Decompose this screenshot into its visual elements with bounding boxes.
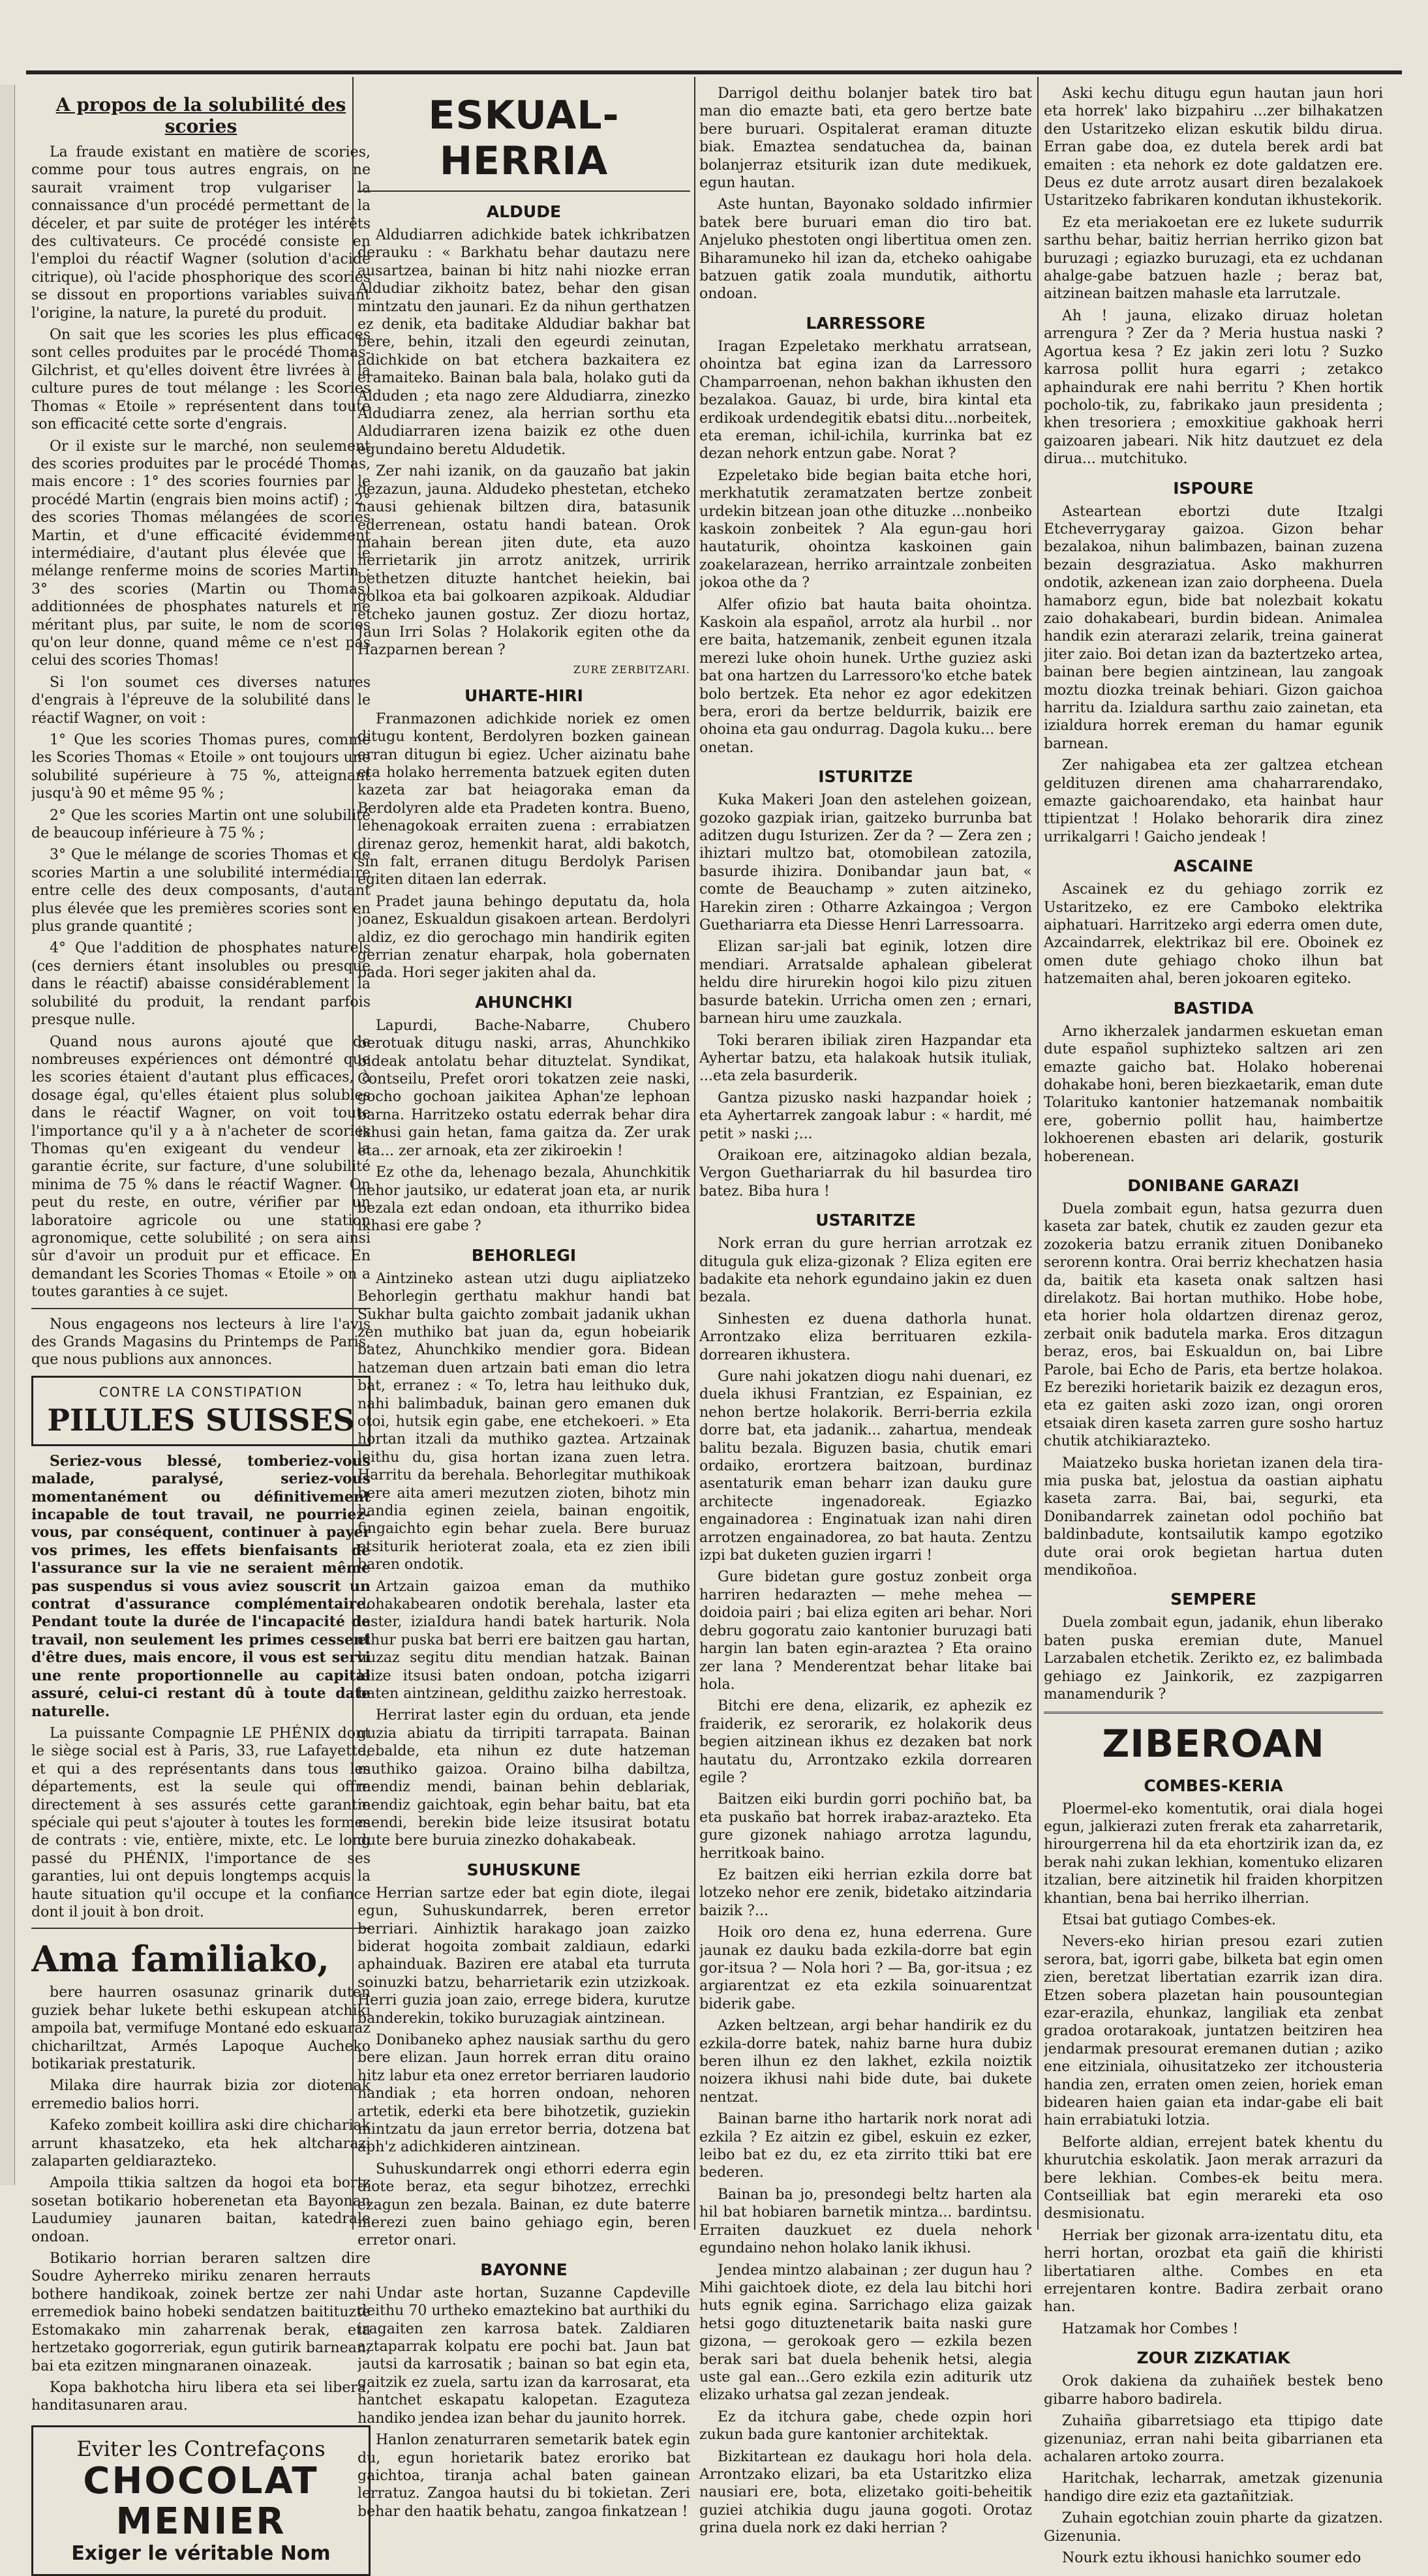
subsection-title: ISPOURE <box>1173 478 1254 498</box>
paragraph: Gure nahi jokatzen diogu nahi duenari, ez duela ikhusi Frantzian, ez Espainian, ez nehon bertze holakorik. Berri-berria ezkila dorre bat, eta jadanik... zahartua, mendeak balitu bezala. Biguzen basia, chutik emari ordaiko, erortzera baitzoan, burdinaz asentaturik eman beharr izan dauku gure architecte ingenadoreak. Egiazko engainadorea : Enginatuak izan nahi diren arrotzen engainadorea, zo bat hauta. Zentzu izpi bat duketen guzien irgarri ! <box>699 1369 1032 1564</box>
column-rule <box>694 77 695 2230</box>
paragraph: Oraikoan ere, aitzinagoko aldian bezala, Vergon Guethariarrak du hil basurdea tiro batez. Biba hura ! <box>699 1147 1032 1200</box>
paragraph: Zer nahigabea eta zer galtzea etchean geldituzen direnen ama chaharrarendako, emazte gaichoarendako, eta hainbat haur ttipientzat ! Holako behorarik dira zinez urrikalgarri ! Gaicho jendeak ! <box>1044 757 1383 845</box>
paragraph: Aldudiarren adichkide batek ichkribatzen derauku : « Barkhatu behar dautazu nere ausartzea, bainan bi hitz nahi niozke erran Aldudiar zikhoitz batez, behar den gisan mintzatu den jaunari. Ez da nihun gerthatzen ez denik, eta baditake Aldudiar bakhar bat bere, behin, itzali den egeurdi zeinutan, adichkide on bat etchera bazkaitera ez eramaiteko. Bainan bala bala, holako guti da Alduden ; eta nago zere Aldudiarra, zinezko Aldudiarra zenez, ala herrian sorthu eta Aldudiarraren izena baizik ez othe duen egundaino beretu Aldudetik. <box>357 227 690 458</box>
divider <box>31 1928 371 1929</box>
subsection-title: ZOUR ZIZKATIAK <box>1136 2348 1290 2368</box>
paragraph: Herriak ber gizonak arra-izentatu ditu, eta herri hortan, orozbat eta gaiñ die khiristi libertatiaren althe. Combes en eta errejentaren kontre. Badira zerbait orano han. <box>1044 2227 1383 2316</box>
paragraph: Nourk eztu ikhousi hanichko soumer edo <box>1062 2549 1361 2566</box>
paragraph: Aste huntan, Bayonako soldado infirmier batek bere buruari eman dio tiro bat. Anjeluko phestoten ongi libertitua omen zen. Biharamuneko hil izan da, etcheko oahigabe batzuen gatik zoala mundutik, aithortu ondoan. <box>699 196 1032 303</box>
subsection-title: BASTIDA <box>1173 998 1254 1018</box>
paragraph: Seriez-vous blessé, tomberiez-vous malade, paralysé, seriez-vous momentanément ou définitivement incapable de tout travail, ne pourriez-vous, par conséquent, continuer à payer vos primes, les effets bienfaisants de l'assurance sur la vie ne seraient même pas suspendus si vous aviez souscrit un contrat d'assurance complémentaire. Pendant toute la durée de l'incapacité de travail, non seulement les primes cessent d'être dues, mais encore, il vous est servi une rente proportionnelle au capital assuré, celui-ci restant dû à toute date naturelle. <box>31 1452 371 1720</box>
paragraph: Ampoila ttikia saltzen da hogoi eta bortz sosetan botikario hoberenetan eta Bayonan Laudumiey jaunaren baitan, katedrale ondoan. <box>31 2175 371 2245</box>
paragraph: Kuka Makeri Joan den astelehen goizean, gozoko gazpiak irian, gaitzeko burrunba bat aditzen dugu Isturizen. Zer da ? — Zera zen ; ihiztari multzo bat, otomobilean zatozila, basurde ihizira. Donibandar jaun bat, « comte de Beauchamp » zuten aitzineko, Harekin ziren : Otharre Azkaingoa ; Vergon Guethariarra eta Diesse Henri Larressoarra. <box>699 792 1032 934</box>
paragraph: Franmazonen adichkide noriek ez omen ditugu kontent, Berdolyren bozken gainean erran ditugun bi egiez. Ucher aizinatu bahe eta holako herrementa batzuek egiten duten kazeta zar bat heiagoraka eman da Berdolyren alde eta Pradeten kontra. Bueno, lehenagokoak erraiten zuena : errabiatzen direnaz geroz, hemenkit harat, aldi bakotch, sin falt, erranen ditugu Berdolyk Parisen egiten ditaen lan ederrak. <box>357 710 690 888</box>
paragraph: La puissante Compagnie LE PHÉNIX dont le siège social est à Paris, 33, rue Lafayette, et qui a des représentants dans tous les départements, est la seule qui offre directement à ses assurés cette garantie spéciale qui peut s'ajouter à toutes les formes de contrats : vie, entière, mixte, etc. Le long passé du PHÉNIX, l'importance de ses garanties, lui ont depuis longtemps acquis la haute situation qu'il occupe et la confiance dont il jouit à bon droit. <box>31 1725 371 1920</box>
paragraph: Orok dakiena da zuhaiñek bestek beno gibarre haboro badirela. <box>1044 2373 1383 2408</box>
paragraph: 4° Que l'addition de phosphates naturels (ces derniers étant insolubles ou presque dans le réactif) abaisse considérablement la solubilité du produit, la rendant parfois presque nulle. <box>31 940 371 1029</box>
paragraph: Belforte aldian, errejent batek khentu du khurutchia eskolatik. Jaon merak arrazuri da bere lekhian. Combes-ek beitu mera. Contseilliak bat egin merareki eta oso desmisionatu. <box>1044 2134 1383 2222</box>
ama-title: Ama familiako, <box>31 1938 329 1980</box>
paragraph: Gure bidetan gure gostuz zonbeit orga harriren hedarazten — mehe mehea — doidoia pairi ; bai eliza egiten ari behar. Nori debru gogoratu zaio kantonier buruzagi bati hargin lan baten egin-araztea ? Eta oraino zer lana ? Menderentzat behar litake bai hola. <box>699 1569 1032 1693</box>
paragraph: Botikario horrian beraren saltzen dire Soudre Ayherreko miriku zenaren herrauts bothere handikoak, zoinek bertze zer nahi erremediok baino hobeki sendatzen baitituzte Estomakako min zaharrenak berak, eta hertzetako gogorreriak, egun gutirik barnean, bai eta ezitzen mingnaranen oinazeak. <box>31 2250 371 2374</box>
paragraph: Duela zombait egun, jadanik, ehun liberako baten puska eremian dute, Manuel Larzabalen etchetik. Zerikto ez, ez balimbada gehiago ez Jainkorik, ez zazpigarren manamendurik ? <box>1044 1614 1383 1703</box>
paragraph: Hanlon zenaturraren semetarik batek egin du, egun horietarik batez eroriko bat gaichtoa, tiranja achal baten gainean lerratuz. Zangoa hautsi du bi tokietan. Zeri behar den haatik behatu, zangoa finkatzean ! <box>357 2432 690 2520</box>
paragraph: Bitchi ere dena, elizarik, ez aphezik ez fraiderik, ez serorarik, ez holakorik deus begien aitzinean ikhus ez dezaken bat nork hautatu du, Arrontzako ezkila dorrearen egile ? <box>699 1698 1032 1786</box>
paragraph: Suhuskundarrek ongi ethorri ederra egin diote beraz, eta segur bihotzez, errechki ezagun zen bezala. Bainan, ez dute baterre merezi zuen baino gehiago egin, beren erretor onari. <box>357 2160 690 2249</box>
subsection-title: ASCAINE <box>1173 856 1254 876</box>
paragraph: Alfer ofizio bat hauta baita ohointza. Kaskoin ala español, arrotz ala hurbil .. nor ere baita, hatzemanik, zenbeit egunen itzala merezi luke ohoin hunek. Urthe guziez aski bat ona hartzen du Larressoro'ko etche batek bolo bertzek. Eta nehor ez agor edekitzen bera, erori da bertze beldurrik, baizik ere ohoina eta gau ondurrag. Dagola kuku... bere onetan. <box>699 596 1032 756</box>
subsection-title: BEHORLEGI <box>471 1245 577 1265</box>
notice: Nous engageons nos lecteurs à lire l'avis des Grands Magasins du Printemps de Paris, que nous publions aux annonces. <box>31 1316 371 1369</box>
paragraph: Artzain gaizoa eman da muthiko dohakabearen ondotik berehala, laster eta laster, iziaIdura handi batek harturik. Nola elhur puska bat berri ere baitzen gau hartan, huzaz segitu ditu mendian hatzak. Bainan leize itsusi baten ondoan, potcha izigarri baten aintzinean, geldithu zaizko herrestoak. <box>357 1578 690 1703</box>
paragraph: Azken beltzean, argi behar handirik ez du ezkila-dorre batek, nahiz barne hura dubiz beren ilhun ez den lakhet, ezkila noiztik noizera ikhusi nahi bide dute, bai dukete nentzat. <box>699 2018 1032 2106</box>
paragraph: Aintzineko astean utzi dugu aipliatzeko Behorlegin gerthatu makhur handi bat Sukhar bulta gaichto zombait jadanik ukhan zen muthiko bat juan da, egun hobeiarik batez, Ahunchkiko mendier gora. Bidean hatzeman duen artzain bati eman dio letra bat, erranez : « To, letra hau leithuko duk, nahi balimbaduk, bainan gero emanen duk otoi, hutsik egin gabe, ene etchekoeri. » Eta hortan itzali da muthiko gaztea. Artzainak leithu du, gisa hortan izana zuen letra. Harritu da berehala. Behorlegitar muthikoak bere aita ameri mezutzen zioten, bihotz min handia eginen zeiela, bainan engoitik, fingaichto egin behar zuela. Bere buruaz etsiturik herioterat zoala, eta ez zien ibili baren ondotik. <box>357 1270 690 1573</box>
paragraph: Pradet jauna behingo deputatu da, hola joanez, Eskualdun gisakoen artean. Berdolyri aldiz, ez dio gerochago min handirik egiten gerrian zenatur eharpak, hola gobernaten bada. Hori seger jakiten ahal da. <box>357 893 690 982</box>
paragraph: Si l'on soumet ces diverses natures d'engrais à l'épreuve de la solubilité dans le réactif Wagner, on voit : <box>31 674 371 727</box>
column-3 <box>699 85 1032 2541</box>
paragraph: Gantza pizusko naski hazpandar hoiek ; eta Ayhertarrek zangoak labur : « hardit, mé petit » naski ;... <box>699 1089 1032 1142</box>
paragraph: Quand nous aurons ajouté que de nombreuses expériences ont démontré que les scories étaient d'autant plus efficaces, à dosage égal, qu'elles étaient plus solubles dans le réactif Wagner, on voit toute l'importance qu'il y a à n'acheter de scories Thomas qu'en exigeant du vendeur la garantie écrite, sur facture, d'une solubilité minima de 75 % dans le réactif Wagner. On peut du reste, en outre, vérifier par un laboratoire agricole ou une station agronomique, cette solubilité ; on sera ainsi sûr d'avoir un produit pur et efficace. En demandant les Scories Thomas « Etoile » on a toutes garanties à ce sujet. <box>31 1033 371 1301</box>
subsection-title: UHARTE-HIRI <box>464 686 583 705</box>
paragraph: Milaka dire haurrak bizia zor diotenak erremedio balios horri. <box>31 2078 371 2112</box>
subsection-title: SUHUSKUNE <box>466 1860 581 1879</box>
subsection-title: BAYONNE <box>480 2260 568 2279</box>
paragraph: Lapurdi, Bache-Nabarre, Chubero berotuak ditugu naski, arras, Ahunchkiko bideak antolatu behar dituztelat. Syndikat, Contseilu, Prefet orori tokatzen zeie naski, gocho gochoan jaikitea Aphan'ze lephoan barna. Harritzeko ostatu ederrak behar dira ikhusi gain hetan, fama gaitza da. Zer urak eta... zer arnoak, eta zer zikiroekin ! <box>357 1017 690 1159</box>
paragraph: Jendea mintzo alabainan ; zer dugun hau ? Mihi gaichtoek diote, ez dela lau bitchi hori huts egnik egina. Sarrichago eliza gaizak hetsi gogo dituztenetarik baita naski gure gizona, — gerokoak gero — ezkila bezen berak sari bat duela behenik hetsi, alegia uste gal ean...Gero ezkila ezin aditurik utz elizako urhatsa gal zezan jendeak. <box>699 2262 1032 2404</box>
column-4 <box>1044 85 1383 2571</box>
paragraph: Undar aste hortan, Suzanne Capdeville deithu 70 urtheko emaztekino bat aurthiki du iragaiten zen karrosa batek. Zaldiaren aztaparrak kolpatu ere pochi bat. Jaun bat jautsi da karrosatik ; bainan so bat egin eta, gaitzik ez zuela, sartu izan da karrosarat, eta hantchet eskapatu kalopetan. Ezaguteza handiko jendea izan behar du jaunito horrek. <box>357 2284 690 2427</box>
paragraph: Toki beraren ibiliak ziren Hazpandar eta Ayhertar batzu, eta halakoak hutsik ituliak, ...eta zela basurderik. <box>699 1032 1032 1085</box>
paragraph: Maiatzeko buska horietan izanen dela tira-mia puska bat, jelostua da oastian aiphatu kaseta zarra. Bai, bai, segurki, eta Donibandarrek zainetan odol pochiño bat baldinbadute, kontsailutik kampo egotziko dute orai orok begietan hartua duten mendikoñoa. <box>1044 1455 1383 1579</box>
choc-line-2a: CHOCOLAT <box>83 2459 319 2502</box>
subsection-title: AHUNCHKI <box>475 992 573 1012</box>
paragraph: Bainan ba jo, presondegi beltz harten ala hil bat hobiaren barnetik mintza... bardintsu. Erraiten dauzkuet ez duela nehork egundaino nehon holako lanik ikhusi. <box>699 2186 1032 2257</box>
paragraph: Zer nahi izanik, on da gauzaño bat jakin dezazun, jauna. Aldudeko phestetan, etcheko nausi gehienak biltzen dira, batasunik ederrenean, ostatu handi batean. Orok mahain berean jiten dute, eta auzo herrietarik jin arrotz anitzek, urririk bethetzen dituzte hantchet heiekin, bai golkoa eta bai golkoaren azpikoak. Aldudiar etcheko jaunen gostuz. Zer diozu hortaz, Jaun Irri Solas ? Holakorik egiten othe da Hazparnen berean ? <box>357 463 690 659</box>
paragraph: Ah ! jauna, elizako diruaz holetan arrengura ? Zer da ? Meria hustua naski ? Agortua kesa ? Ez jakin zeri lotu ? Suzko karrosa pollit hura egarri ; zetakco aphaindurak ere nahi berritu ? Khen hortik pocholo-tik, zu, fabrikako jaun presidenta ; khen tresoriera ; emoxkitiue gakhoak herri gaizoaren jabeari. Nik hitz dautzuet ez dela dirua... mutchituko. <box>1044 307 1383 468</box>
paragraph: Aski kechu ditugu egun hautan jaun hori eta horrek' lako bizpahiru ...zer bilhakatzen den Ustaritzeko elizan eskutik bildu dirua. Erran gabe doa, ez dutela berek ardi bat emaiten : eta nehork ez dote galdatzen ere. Deus ez dute arrotz ausart diren bezalakoek Ustaritzeko fabrikaren kondutan ikhustekorik. <box>1044 85 1383 209</box>
article-title: A propos de la solubilité des scories <box>55 94 346 137</box>
ama-ad <box>31 1938 371 2414</box>
paragraph: bere haurren osasunaz grinarik duten guziek behar lukete bethi eskupean atchiki ampoila bat, vermifuge Montané edo eskuaraz chichariltzat, Armés Lapoque Aucheko botikariak prestaturik. <box>31 1984 371 2072</box>
paragraph: Or il existe sur le marché, non seulement des scories produites par le procédé Thomas, mais encore : 1° des scories fournies par le procédé Martin (engrais bien moins actif) ; 2° des scories Thomas mélangées de scories Martin, et d'une efficacité évidemment intermédiaire, d'autant plus élevée que le mélange renferme moins de scories Martin ; 3° des scories (Martin ou Thomas) additionnées de phosphates naturels et ne méritant plus, par suite, le nom de scories qu'on leur donne, quand même ce n'est pas celui des scories Thomas! <box>31 438 371 669</box>
pilules-ad <box>31 1376 371 1446</box>
paragraph: Ezpeletako bide begian baita etche hori, merkhatutik zeramatzaten bertze zonbeit urdekin bitzean joan othe dituzke ...nonbeiko kaskoin zonbeitek ? Ala egun-gau hori hautaturik, ohointza kaskoinen gain zoakelarazean, herriko arraintzale zonbeiten jokoa othe da ? <box>699 467 1032 592</box>
paragraph: 3° Que le mélange de scories Thomas et de scories Martin a une solubilité intermédiaire entre celle des deux composants, d'autant plus élevée que les premières scories sont en plus grande quantité ; <box>31 847 371 935</box>
paragraph: Herrian sartze eder bat egin diote, ilegai egun, Suhuskundarrek, beren erretor berriari. Ainhiztik harakago joan zaizko biderat hogoita zombait zaldiaun, edarki aphainduak. Baziren ere atabal eta turruta soinuzki batzu, beharrietarik ezin utzizkoak. Herri guzia joan zaio, errege bidera, kurutze banderekin, tokiko buruzagiak aintzinean. <box>357 1885 690 2027</box>
divider <box>357 190 690 192</box>
subsection-title: SEMPERE <box>1170 1590 1256 1609</box>
subsection-title: USTARITZE <box>815 1211 916 1230</box>
scories-article <box>31 144 371 1301</box>
paragraph: Ez baitzen eiki herrian ezkila dorre bat lotzeko nehor ere zenik, bidetako aitzindaria baizik ?... <box>699 1866 1032 1919</box>
subsection-title: DONIBANE GARAZI <box>1127 1175 1299 1195</box>
paragraph: Baitzen eiki burdin gorri pochiño bat, ba eta puskaño bat horrek irabaz-arazteko. Eta gure gizonek nahiago arrotza lagundu, herritkoak baino. <box>699 1791 1032 1862</box>
pilules-title: PILULES SUISSES <box>47 1402 355 1438</box>
paragraph: Elizan sar-jali bat eginik, lotzen dire mendiari. Arratsalde aphalean gibelerat heldu dire hirurekin hogoi kilo pizu zituen basurde batekin. Urricha omen zen ; ernari, barnean hiru ume zauzkala. <box>699 939 1032 1027</box>
paragraph: Darrigol deithu bolanjer batek tiro bat man dio emazte bati, eta gero bertze bate bere buruari. Ospitalerat eraman dituzte biak. Emaztea sendatuchea da, bainan bolanjerraz etsiturik izan dute medikuek, egun hautan. <box>699 85 1032 192</box>
paragraph: Ez othe da, lehenago bezala, Ahunchkitik nehor jautsiko, ur edaterat joan eta, ar nurik bezala ezt edan ondoan, eta ithurriko bidea ikhasi ere gabe ? <box>357 1164 690 1235</box>
subsection-title: ALDUDE <box>486 202 562 221</box>
paragraph: Hoik oro dena ez, huna ederrena. Gure jaunak ez dauku bada ezkila-dorre bat egin gor-itsua ? — Nola hori ? — Ba, gor-itsua ; ez argiarentzat ez eta ezkila soinuarentzat biderik gabe. <box>699 1924 1032 2012</box>
section-title: ESKUAL-HERRIA <box>428 93 620 184</box>
choc-line-2b: MENIER <box>115 2500 286 2543</box>
paragraph: Asteartean ebortzi dute Itzalgi Etcheverrygaray gaizoa. Gizon behar bezalakoa, nihun balimbazen, bainan zuzena bezain desgraziatua. Asko makhurren ondotik, azkenean izan zaio dorpheena. Duela hamaborz egun, bide bat nolezbait kokatu zaio dohakabeari, burdin bidean. Animalea handik ezin aterarazi zelarik, treina gainerat jiter zaio. Boi detan izan da baztertzeko artea, bainan bere begien aintzinean, lau zangoak moztu diozka treinak behiari. Gizon gaichoa harritu da. Izialdura sarthu zaio zainetan, eta izialdura horrek ereman du hamar egunik barnean. <box>1044 503 1383 752</box>
paragraph: Kafeko zombeit koillira aski dire chichariak arrunt khasatzeko, eta hek altcharazi zalaparten geldiarazteko. <box>31 2117 371 2170</box>
paragraph: 1° Que les scories Thomas pures, comme les Scories Thomas « Etoile » ont toujours une solubilité supérieure à 75 %, atteignant jusqu'à 90 et même 95 % ; <box>31 732 371 802</box>
column-1 <box>31 85 371 2576</box>
chocolat-menier-ad <box>31 2425 371 2576</box>
paragraph: Nevers-eko hirian presou ezari zutien serora, bat, igorri gabe, bilketa bat egin omen zien, beretzat libertatian ezarrik izan dira. Etzen sobera plazetan hain pousountegian ezar-erazila, ehunkaz, langiliak eta zenbat gradoa orotarakoak, juntatzen beitziren hea jendarmak presourat eremanen dutian ; aziko ene eitziniala, oihusitatzeko zer itchousteria handia zen, erraten omen zeien, horiek eman bidearen haien gaian eta indar-gabe eli bait hain errabiatuki lotzia. <box>1044 1933 1383 2129</box>
choc-line-1: Eviter les Contrefaçons <box>76 2436 326 2461</box>
paragraph: Herrirat laster egin du orduan, eta jende guzia abiatu da tirripiti tarrapata. Bainan debalde, eta nihun ez dute hatzeman muthiko gaizoa. Oraino bilha dabiltza, mendiz mendi, bainan behin deblariak, mendiz gaichtoak, egin behar baitu, bat eta mendi, berekin bide leize itsusirat botatu dute bere buruia zinezko dohakabeak. <box>357 1707 690 1849</box>
paragraph: Arno ikherzalek jandarmen eskuetan eman dute español suphizteko saltzen ari zen emazte gaicho bat. Holako hoberenai dohakabe honi, beren biezkaetarik, eman dute Tolarituko kantonier hatzemanak nombaitik ere, gobernio pollit hau, haimbertze lokhoerenen ebasten ari delarik, gosturik hoberenean. <box>1044 1023 1383 1165</box>
page-fold-edge <box>0 85 15 2185</box>
header-rule <box>26 70 1402 74</box>
pilules-header: CONTRE LA CONSTIPATION <box>99 1384 303 1400</box>
subsection-title: ISTURITZE <box>818 767 913 787</box>
paragraph: Iragan Ezpeletako merkhatu arratsean, ohointza bat egina izan da Larressoro Champarroenan, nehon bakhan ikhusten den bezalakoa. Gauaz, bi urde, bira kintal eta erdikoak urdendegitik ebatsi ditu...norbeitek, eta ereman, ichil-ichila, kurrinka bat ez dezan nehork entzun gabe. Norat ? <box>699 338 1032 462</box>
paragraph: Bainan barne itho hartarik nork norat adi ezkila ? Ez aitzin ez gibel, eskuin ez ezker, leibo bat ez du, ez eta zirrito ttiki bat ere bederen. <box>699 2111 1032 2181</box>
phenix-ad <box>31 1453 371 1922</box>
paragraph: Ez eta meriakoetan ere ez lukete sudurrik sarthu behar, baitiz herrian herriko gizon bat buruzagi ; egiazko buruzagi, eta ez uchdanan ahalge-gabe batzuen hazle ; beraz bat, aitzinean baitzen mahasle eta larrutzale. <box>1044 214 1383 303</box>
section-title: ZIBEROAN <box>1102 1721 1325 1766</box>
paragraph: Kopa bakhotcha hiru libera eta sei libera, handitasunaren arau. <box>31 2379 371 2414</box>
paragraph: Ascainek ez du gehiago zorrik ez Ustaritzeko, ez ere Camboko elektrika aiphatuari. Harritzeko argi ederra omen dute, Azcaindarrek, elektrikaz bil ere. Oboinek ez omen dute gehiago choko ilhun bat hatzemaiten ahal, beren jokoaren egiteko. <box>1044 881 1383 988</box>
paragraph: Etsai bat gutiago Combes-ek. <box>1062 1911 1277 1928</box>
signature: ZURE ZERBITZARI. <box>573 663 690 676</box>
divider <box>31 1308 371 1309</box>
choc-line-3: Exiger le véritable Nom <box>71 2541 331 2565</box>
paragraph: Ploermel-eko komentutik, orai diala hogei egun, jalkierazi zuten frerak eta zaharretarik, hirourgerrena hil da eta ehortzirik izan da, ez berak nahi zukan lekhian, komentuko elizaren itzalian, bere aitzinetik hil fraiden khorpitzen khantian, bena bai herriko ilherrian. <box>1044 1800 1383 1907</box>
paragraph: Zuhaiña gibarretsiago eta ttipigo date gizenuniaz, erran nahi beita gibarrianen eta achalaren artoko zourra. <box>1044 2413 1383 2465</box>
paragraph: On sait que les scories les plus efficaces sont celles produites par le procédé Thomas-Gilchrist, et qu'elles doivent être livrées à la culture pures de tout mélange : les Scories Thomas « Etoile » représentent dans toute son efficacité cette sorte d'engrais. <box>31 327 371 433</box>
paragraph: Nork erran du gure herrian arrotzak ez ditugula guk eliza-gizonak ? Eliza egiten ere badakite eta nehork egundaino jakin ez duen bezala. <box>699 1235 1032 1306</box>
paragraph: Sinhesten ez duena dathorla hunat. Arrontzako eliza berrituaren ezkila-dorrearen ikhustera. <box>699 1311 1032 1363</box>
paragraph: La fraude existant en matière de scories, comme pour tous autres engrais, on ne saurait vraiment trop vulgariser la connaissance d'un procédé permettant de la déceler, et par suite de protéger les intérêts des cultivateurs. Ce procédé consiste en l'emploi du réactif Wagner (solution d'acide citrique), où l'acide phosphorique des scories se dissout en proportions variables suivant l'origine, la nature, la pureté du produit. <box>31 144 371 322</box>
paragraph: Ez da itchura gabe, chede ozpin hori zukun bada gure kantonier architektak. <box>699 2408 1032 2444</box>
paragraph: Zuhain egotchian zouin pharte da gizatzen. Gizenunia. <box>1044 2510 1383 2545</box>
paragraph: Haritchak, lecharrak, ametzak gizenunia handigo dire eziz eta gaztañitziak. <box>1044 2470 1383 2505</box>
paragraph: Bizkitartean ez daukagu hori hola dela. Arrontzako elizari, ba eta Ustaritzko eliza nausiari ere, bota, elizetako goiti-beheitik guziei atchikia dugu jauna gogoti. Orotaz grina duela nork ez daki herrian ? <box>699 2448 1032 2537</box>
column-2 <box>357 85 690 2524</box>
column-rule <box>1037 77 1039 2230</box>
subsection-title: COMBES-KERIA <box>1144 1776 1283 1795</box>
paragraph: Hatzamak hor Combes ! <box>1062 2320 1239 2337</box>
paragraph: Duela zombait egun, hatsa gezurra duen kaseta zar batek, chutik ez zauden gezur eta zozokeria batzu erranik zituen Donibaneko serorenn kontra. Orai berriz khechatzen hasia da, baitik eta kaseta onak saltzen hasi direlakotz. Bai hortan muthiko. Hobe hobe, eta horier hola oldartzen direnaz geroz, zerbait onik badutela marka. Eros ditzagun beraz, eros, bai Eskualdun on, bai Libre Parole, bai Echo de Paris, eta bertze holakoa. Ez bereziki horietarik baizik ez dezagun eros, eta ez gaiten aski zozo izan, ongi ororen etsaiak diren kaseta zarren gure sosho hartuz chutik atchikiarazteko. <box>1044 1200 1383 1450</box>
subsection-title: LARRESSORE <box>806 313 926 333</box>
paragraph: 2° Que les scories Martin ont une solubilité de beaucoup inférieure à 75 % ; <box>31 807 371 842</box>
divider <box>1044 1712 1383 1714</box>
paragraph: Donibaneko aphez nausiak sarthu du gero bere elizan. Jaun horrek erran ditu oraino hitz labur eta onez erretor berriaren laudorio handiak ; eta horren ondoan, nehoren artetik, ederki eta bere bihotzetik, guziekin mintzatu da jaun erretor berria, dotzena bat aph'z adichkideren aintzinean. <box>357 2031 690 2156</box>
